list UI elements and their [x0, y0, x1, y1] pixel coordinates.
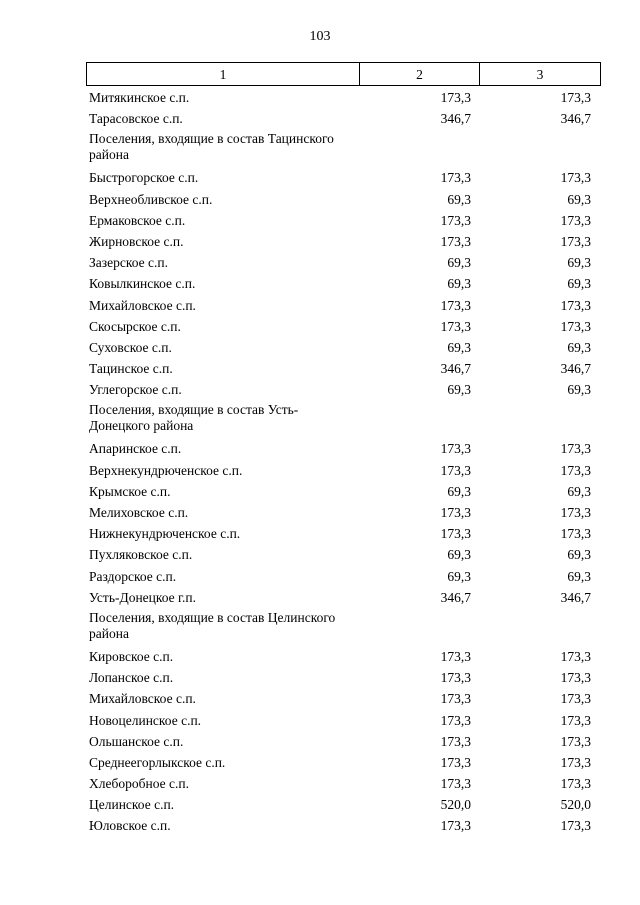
- table-row: [86, 731, 601, 752]
- group-header-row: [86, 400, 601, 438]
- table-row: [86, 773, 601, 794]
- value-col-3: 173,3: [560, 318, 591, 334]
- value-col-3: 69,3: [567, 568, 591, 584]
- value-col-3: 173,3: [560, 818, 591, 834]
- value-col-2: 173,3: [440, 691, 471, 707]
- table-row: [86, 481, 601, 502]
- table-row: [86, 646, 601, 667]
- value-col-2: 69,3: [447, 382, 471, 398]
- table-row: [86, 566, 601, 587]
- value-col-3: 173,3: [560, 90, 591, 105]
- table-row: [86, 667, 601, 688]
- value-col-2: 173,3: [440, 170, 471, 186]
- table-row: [86, 710, 601, 731]
- value-col-2: 346,7: [440, 361, 471, 377]
- settlement-name: Пухляковское с.п.: [89, 547, 193, 563]
- value-col-3: 69,3: [567, 191, 591, 207]
- value-col-3: 69,3: [567, 255, 591, 271]
- table-row: [86, 108, 601, 129]
- value-col-2: 346,7: [440, 589, 471, 605]
- settlement-name: Углегорское с.п.: [89, 382, 182, 398]
- table-row: [86, 273, 601, 294]
- settlement-name: Поселения, входящие в состав Усть-Донецкого района: [89, 402, 299, 434]
- settlement-name: Раздорское с.п.: [89, 568, 177, 584]
- table-body: [86, 87, 601, 837]
- value-col-3: 173,3: [560, 233, 591, 249]
- value-col-3: [479, 400, 599, 438]
- value-col-3: 520,0: [560, 797, 591, 813]
- settlement-name: Нижнекундрюченское с.п.: [89, 526, 241, 542]
- value-col-3: 173,3: [560, 648, 591, 664]
- value-col-2: 173,3: [440, 526, 471, 542]
- value-col-3: 69,3: [567, 547, 591, 563]
- settlement-name: Михайловское с.п.: [89, 297, 196, 313]
- table-row: [86, 379, 601, 400]
- settlement-name: Тарасовское с.п.: [89, 111, 183, 127]
- table-row: [86, 587, 601, 608]
- page-number: 103: [309, 29, 331, 44]
- table-row: [86, 688, 601, 709]
- settlement-name: Новоцелинское с.п.: [89, 712, 202, 728]
- value-col-3: 173,3: [560, 754, 591, 770]
- table-row: [86, 438, 601, 459]
- settlement-name: Крымское с.п.: [89, 483, 171, 499]
- data-table: [86, 62, 601, 837]
- settlement-name: Верхнеобливское с.п.: [89, 191, 213, 207]
- table-row: [86, 189, 601, 210]
- settlement-name: Кировское с.п.: [89, 648, 174, 664]
- table-row: [86, 358, 601, 379]
- table-row: [86, 523, 601, 544]
- value-col-2: 69,3: [447, 255, 471, 271]
- table-row: [86, 460, 601, 481]
- settlement-name: Тацинское с.п.: [89, 361, 173, 377]
- value-col-3: 173,3: [560, 670, 591, 686]
- value-col-2: 173,3: [440, 754, 471, 770]
- value-col-3: 173,3: [560, 441, 591, 457]
- settlement-name: Лопанское с.п.: [89, 670, 174, 686]
- value-col-2: 173,3: [440, 776, 471, 792]
- value-col-2: 346,7: [440, 111, 471, 127]
- value-col-3: 173,3: [560, 170, 591, 186]
- value-col-3: 173,3: [560, 212, 591, 228]
- value-col-3: 346,7: [560, 111, 591, 127]
- value-col-2: [359, 400, 479, 438]
- table-row: [86, 815, 601, 836]
- value-col-2: 173,3: [440, 670, 471, 686]
- settlement-name: Юловское с.п.: [89, 818, 171, 834]
- group-header-row: [86, 608, 601, 646]
- settlement-name: Быстрогорское с.п.: [89, 170, 199, 186]
- table-row: [86, 231, 601, 252]
- value-col-2: 69,3: [447, 276, 471, 292]
- header-col-2: 2: [360, 63, 480, 85]
- settlement-name: Поселения, входящие в состав Тацинского района: [89, 131, 334, 163]
- table-row: [86, 316, 601, 337]
- table-row: [86, 87, 601, 108]
- settlement-name: Скосырское с.п.: [89, 318, 181, 334]
- value-col-3: 173,3: [560, 733, 591, 749]
- settlement-name: Ковылкинское с.п.: [89, 276, 196, 292]
- table-row: [86, 167, 601, 188]
- settlement-name: Митякинское с.п.: [89, 90, 190, 105]
- value-col-3: [479, 129, 599, 167]
- settlement-name: Жирновское с.п.: [89, 233, 184, 249]
- table-row: [86, 252, 601, 273]
- value-col-3: 346,7: [560, 589, 591, 605]
- value-col-2: 173,3: [440, 818, 471, 834]
- settlement-name: Ермаковское с.п.: [89, 212, 186, 228]
- value-col-3: 69,3: [567, 276, 591, 292]
- value-col-2: 173,3: [440, 212, 471, 228]
- settlement-name: Ольшанское с.п.: [89, 733, 184, 749]
- value-col-3: [479, 608, 599, 646]
- table-row: [86, 295, 601, 316]
- value-col-2: 69,3: [447, 483, 471, 499]
- settlement-name: Мелиховское с.п.: [89, 505, 189, 520]
- value-col-3: 69,3: [567, 382, 591, 398]
- value-col-2: 69,3: [447, 339, 471, 355]
- value-col-3: 69,3: [567, 339, 591, 355]
- settlement-name: Хлеборобное с.п.: [89, 776, 189, 792]
- value-col-2: 173,3: [440, 318, 471, 334]
- settlement-name: Верхнекундрюченское с.п.: [89, 462, 243, 478]
- settlement-name: Апаринское с.п.: [89, 441, 182, 457]
- value-col-3: 173,3: [560, 297, 591, 313]
- value-col-3: 173,3: [560, 462, 591, 478]
- value-col-3: 173,3: [560, 526, 591, 542]
- settlement-name: Поселения, входящие в состав Целинского района: [89, 609, 336, 641]
- value-col-3: 173,3: [560, 712, 591, 728]
- settlement-name: Михайловское с.п.: [89, 691, 196, 707]
- group-header-row: [86, 129, 601, 167]
- table-header: [86, 62, 601, 86]
- value-col-3: 69,3: [567, 483, 591, 499]
- value-col-2: 173,3: [440, 90, 471, 105]
- header-col-1: 1: [87, 63, 360, 85]
- settlement-name: Усть-Донецкое г.п.: [89, 589, 197, 605]
- value-col-2: 69,3: [447, 547, 471, 563]
- table-row: [86, 502, 601, 523]
- value-col-2: [359, 608, 479, 646]
- header-col-3: 3: [536, 66, 544, 82]
- settlement-name: Суховское с.п.: [89, 339, 172, 355]
- settlement-name: Целинское с.п.: [89, 797, 175, 813]
- table-row: [86, 752, 601, 773]
- value-col-2: [359, 129, 479, 167]
- value-col-2: 69,3: [447, 568, 471, 584]
- value-col-3: 346,7: [560, 361, 591, 377]
- value-col-2: 173,3: [440, 505, 471, 520]
- value-col-2: 173,3: [440, 733, 471, 749]
- value-col-2: 173,3: [440, 233, 471, 249]
- value-col-2: 69,3: [447, 191, 471, 207]
- table-row: [86, 794, 601, 815]
- settlement-name: Среднеегорлыкское с.п.: [89, 754, 226, 770]
- value-col-2: 173,3: [440, 297, 471, 313]
- value-col-3: 173,3: [560, 776, 591, 792]
- value-col-2: 173,3: [440, 441, 471, 457]
- value-col-3: 173,3: [560, 691, 591, 707]
- settlement-name: Зазерское с.п.: [89, 255, 168, 271]
- table-row: [86, 544, 601, 565]
- value-col-2: 173,3: [440, 648, 471, 664]
- table-row: [86, 337, 601, 358]
- value-col-3: 173,3: [560, 505, 591, 520]
- value-col-2: 520,0: [440, 797, 471, 813]
- value-col-2: 173,3: [440, 712, 471, 728]
- table-row: [86, 210, 601, 231]
- value-col-2: 173,3: [440, 462, 471, 478]
